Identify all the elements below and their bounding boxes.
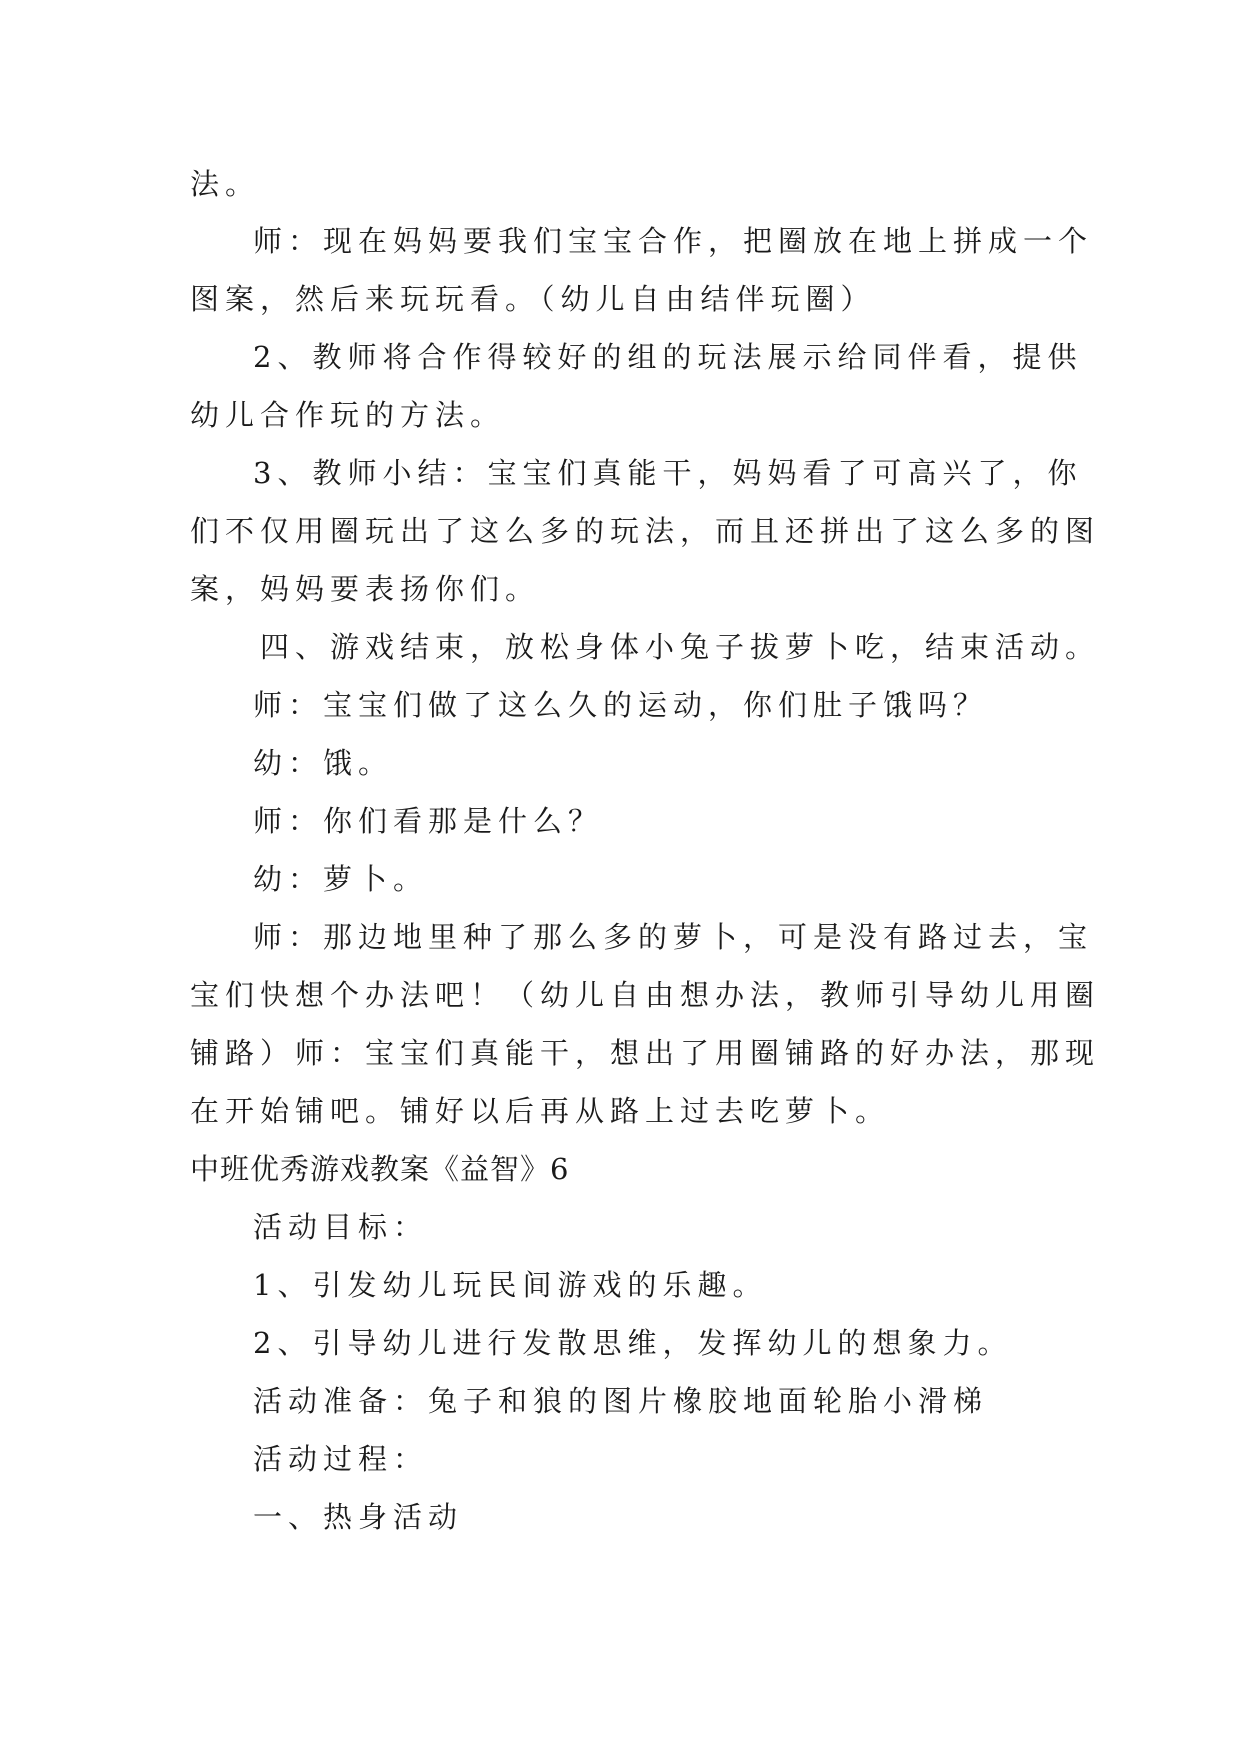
text-line: 在开始铺吧。铺好以后再从路上过去吃萝卜。 — [190, 1094, 891, 1128]
text-line: 案，妈妈要表扬你们。 — [190, 572, 541, 606]
text-line: 师：宝宝们做了这么久的运动，你们肚子饿吗？ — [253, 688, 989, 722]
text-line: 宝们快想个办法吧！（幼儿自由想办法，教师引导幼儿用圈 — [190, 978, 1101, 1012]
text-line: 活动准备：兔子和狼的图片橡胶地面轮胎小滑梯 — [253, 1384, 989, 1418]
text-line: 2、教师将合作得较好的组的玩法展示给同伴看，提供 — [253, 340, 1083, 374]
text-line: 一、热身活动 — [253, 1500, 464, 1534]
text-line: 师：你们看那是什么？ — [253, 804, 604, 838]
text-line: 3、教师小结：宝宝们真能干，妈妈看了可高兴了，你 — [253, 456, 1083, 490]
text-line: 幼：饿。 — [253, 746, 394, 780]
text-line: 活动目标： — [253, 1210, 429, 1244]
text-line: 活动过程： — [253, 1442, 429, 1476]
text-line: 幼：萝卜。 — [253, 862, 429, 896]
text-line: 2、引导幼儿进行发散思维，发挥幼儿的想象力。 — [253, 1326, 1013, 1360]
text-line: 图案，然后来玩玩看。（幼儿自由结伴玩圈） — [190, 282, 876, 316]
text-line: 们不仅用圈玩出了这么多的玩法，而且还拼出了这么多的图 — [190, 514, 1101, 548]
text-line: 师：现在妈妈要我们宝宝合作，把圈放在地上拼成一个 — [253, 224, 1094, 258]
text-line: 法。 — [190, 167, 261, 201]
text-line: 师：那边地里种了那么多的萝卜，可是没有路过去，宝 — [253, 920, 1094, 954]
text-line: 1、引发幼儿玩民间游戏的乐趣。 — [253, 1268, 768, 1302]
text-line: 铺路）师：宝宝们真能干，想出了用圈铺路的好办法，那现 — [190, 1036, 1101, 1070]
text-line: 幼儿合作玩的方法。 — [190, 398, 506, 432]
text-line: 四、游戏结束，放松身体小兔子拔萝卜吃，结束活动。 — [260, 630, 1101, 664]
section-heading: 中班优秀游戏教案《益智》6 — [190, 1152, 570, 1186]
